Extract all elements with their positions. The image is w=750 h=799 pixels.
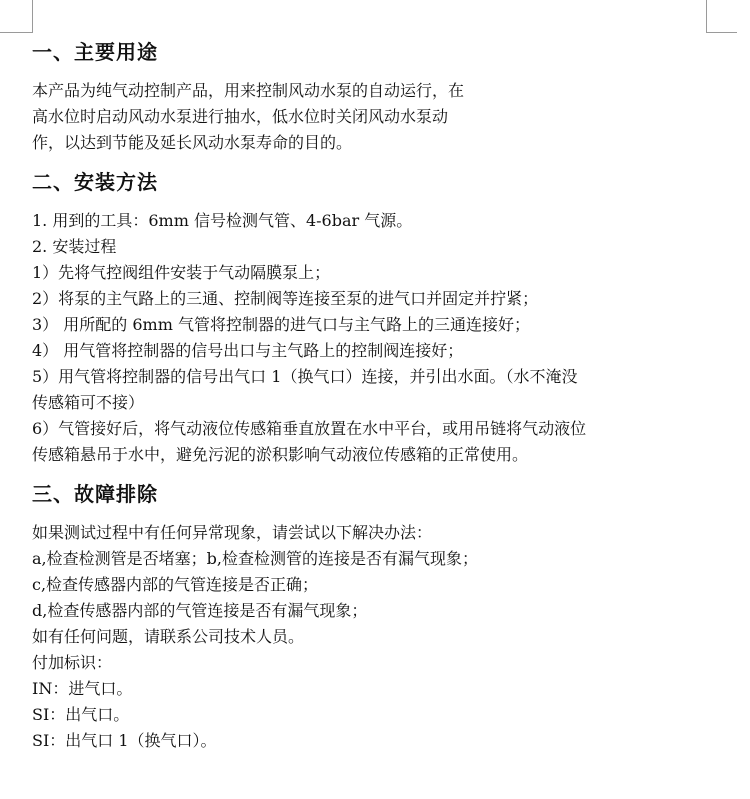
paragraph-line: 传感箱可不接）: [32, 393, 145, 412]
page-corner-mark-right: [706, 0, 737, 33]
paragraph-line: 3） 用所配的 6mm 气管将控制器的进气口与主气路上的三通连接好；: [32, 315, 530, 334]
paragraph-line: IN：进气口。: [32, 679, 133, 698]
section-installation: [32, 168, 722, 468]
paragraph-line: 如有任何问题，请联系公司技术人员。: [32, 627, 305, 646]
section-heading: 三、故障排除: [32, 482, 158, 506]
paragraph-line: d,检查传感器内部的气管连接是否有漏气现象；: [32, 601, 368, 620]
paragraph-line: 1. 用到的工具：6mm 信号检测气管、4-6bar 气源。: [32, 211, 413, 230]
paragraph-line: 传感箱悬吊于水中，避免污泥的淤积影响气动液位传感箱的正常使用。: [32, 445, 529, 464]
paragraph-line: 作，以达到节能及延长风动水泵寿命的目的。: [32, 133, 353, 152]
paragraph-line: c,检查传感器内部的气管连接是否正确；: [32, 575, 319, 594]
section-heading: 二、安装方法: [32, 170, 158, 194]
paragraph-line: 2）将泵的主气路上的三通、控制阀等连接至泵的进气口并固定并拧紧；: [32, 289, 539, 308]
paragraph-line: SI：出气口 1（换气口）。: [32, 731, 217, 750]
paragraph-line: a,检查检测管是否堵塞；b,检查检测管的连接是否有漏气现象；: [32, 549, 478, 568]
paragraph-line: 付加标识：: [32, 653, 113, 672]
paragraph-line: 如果测试过程中有任何异常现象，请尝试以下解决办法：: [32, 523, 433, 542]
document-body: [32, 38, 722, 754]
paragraph-line: 5）用气管将控制器的信号出气口 1（换气口）连接，并引出水面。（水不淹没: [32, 367, 578, 386]
paragraph-line: 高水位时启动风动水泵进行抽水，低水位时关闭风动水泵动: [32, 107, 449, 126]
section-usage: [32, 38, 722, 156]
paragraph-line: 本产品为纯气动控制产品，用来控制风动水泵的自动运行，在: [32, 81, 465, 100]
page-corner-mark-left: [0, 0, 33, 33]
paragraph-line: 1）先将气控阀组件安装于气动隔膜泵上；: [32, 263, 331, 282]
section-troubleshooting: [32, 480, 722, 754]
paragraph-line: 6）气管接好后，将气动液位传感箱垂直放置在水中平台，或用吊链将气动液位: [32, 419, 587, 438]
paragraph-line: 4） 用气管将控制器的信号出口与主气路上的控制阀连接好；: [32, 341, 464, 360]
paragraph-line: SI：出气口。: [32, 705, 130, 724]
section-heading: 一、主要用途: [32, 40, 158, 64]
paragraph-line: 2. 安装过程: [32, 237, 117, 256]
